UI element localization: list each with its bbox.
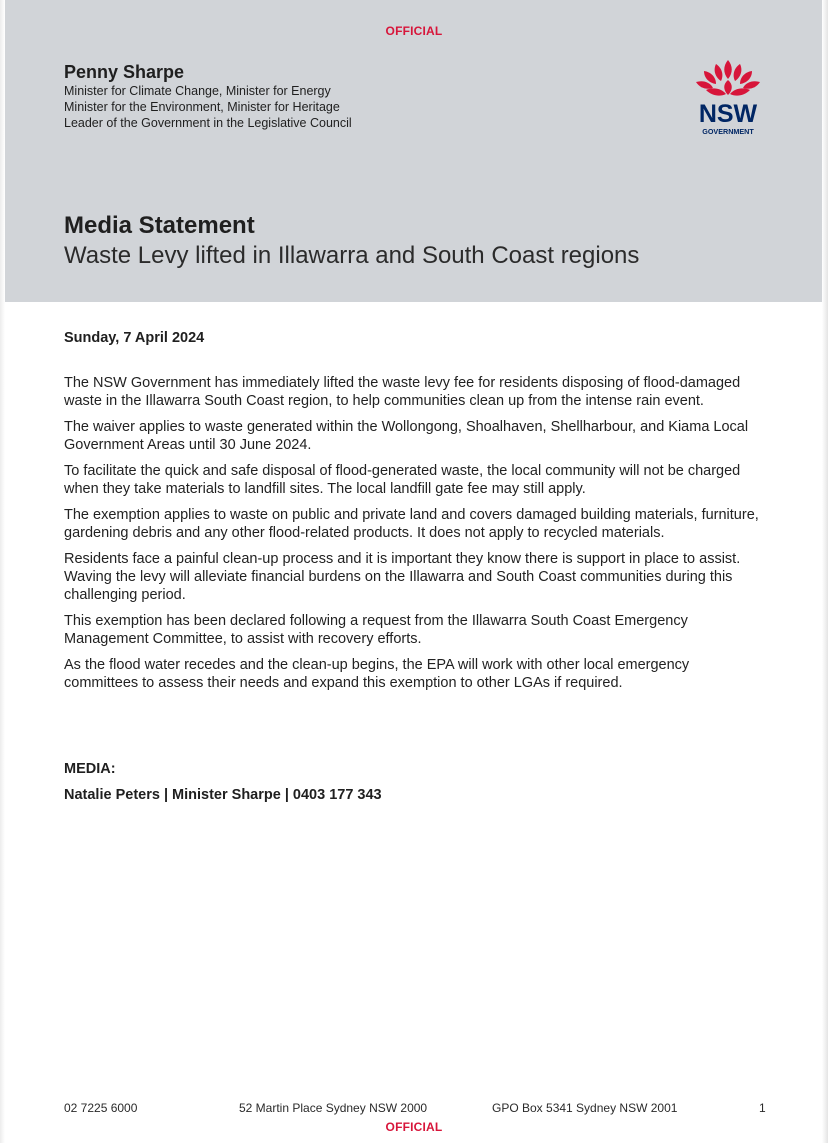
body-paragraph: Residents face a painful clean-up process and it is important they know there is support in place to assist. Waving the levy will alleviate financial burdens on the Illawarra and South Coast communities during this challenging period. bbox=[64, 551, 741, 603]
statement-date: Sunday, 7 April 2024 bbox=[64, 330, 205, 346]
minister-name: Penny Sharpe bbox=[64, 62, 185, 82]
body-paragraph: The waiver applies to waste generated within the Wollongong, Shoalhaven, Shellharbour, and Kiama Local Government Areas until 30 June 2024. bbox=[64, 419, 749, 453]
body-paragraph: To facilitate the quick and safe disposal of flood-generated waste, the local community will not be charged when they take materials to landfill sites. The local landfill gate fee may still apply. bbox=[64, 463, 741, 497]
body-paragraph: As the flood water recedes and the clean-up begins, the EPA will work with other local emergency committees to assess their needs and expand this exemption to other LGAs if required. bbox=[64, 657, 690, 691]
classification-top: OFFICIAL bbox=[385, 24, 443, 38]
nsw-logo-subtext: GOVERNMENT bbox=[702, 127, 754, 136]
classification-bottom: OFFICIAL bbox=[385, 1120, 443, 1134]
statement-title: Waste Levy lifted in Illawarra and South Coast regions bbox=[64, 242, 640, 269]
media-contact: Natalie Peters | Minister Sharpe | 0403 177 343 bbox=[64, 787, 382, 803]
statement-block bbox=[64, 211, 639, 271]
nsw-government-logo bbox=[692, 58, 764, 140]
media-block bbox=[64, 760, 382, 804]
minister-block bbox=[64, 62, 352, 131]
media-label: MEDIA: bbox=[64, 761, 116, 777]
statement-body bbox=[64, 374, 764, 700]
page-number: 1 bbox=[759, 1101, 766, 1115]
body-paragraph: The NSW Government has immediately lifted the waste levy fee for residents disposing of flood-damaged waste in the Illawarra South Coast region, to help communities clean up from the intense rain event. bbox=[64, 375, 741, 409]
footer-address: 52 Martin Place Sydney NSW 2000 bbox=[239, 1101, 428, 1115]
body-paragraph: The exemption applies to waste on public and private land and covers damaged building materials, furniture, gardening debris and any other flood-related products. It does not apply to recycled materials. bbox=[64, 507, 759, 541]
waratah-flower-icon bbox=[696, 60, 760, 96]
footer-postal-address: GPO Box 5341 Sydney NSW 2001 bbox=[492, 1101, 678, 1115]
minister-role: Minister for Climate Change, Minister for Energy bbox=[64, 84, 331, 98]
minister-role: Leader of the Government in the Legislative Council bbox=[64, 116, 352, 130]
statement-label: Media Statement bbox=[64, 212, 255, 239]
body-paragraph: This exemption has been declared following a request from the Illawarra South Coast Emergency Management Committee, to assist with recovery efforts. bbox=[64, 613, 688, 647]
minister-role: Minister for the Environment, Minister for Heritage bbox=[64, 100, 340, 114]
page-edge-right bbox=[822, 0, 828, 1143]
nsw-logo-text: NSW bbox=[698, 100, 758, 128]
footer-phone: 02 7225 6000 bbox=[64, 1101, 138, 1115]
